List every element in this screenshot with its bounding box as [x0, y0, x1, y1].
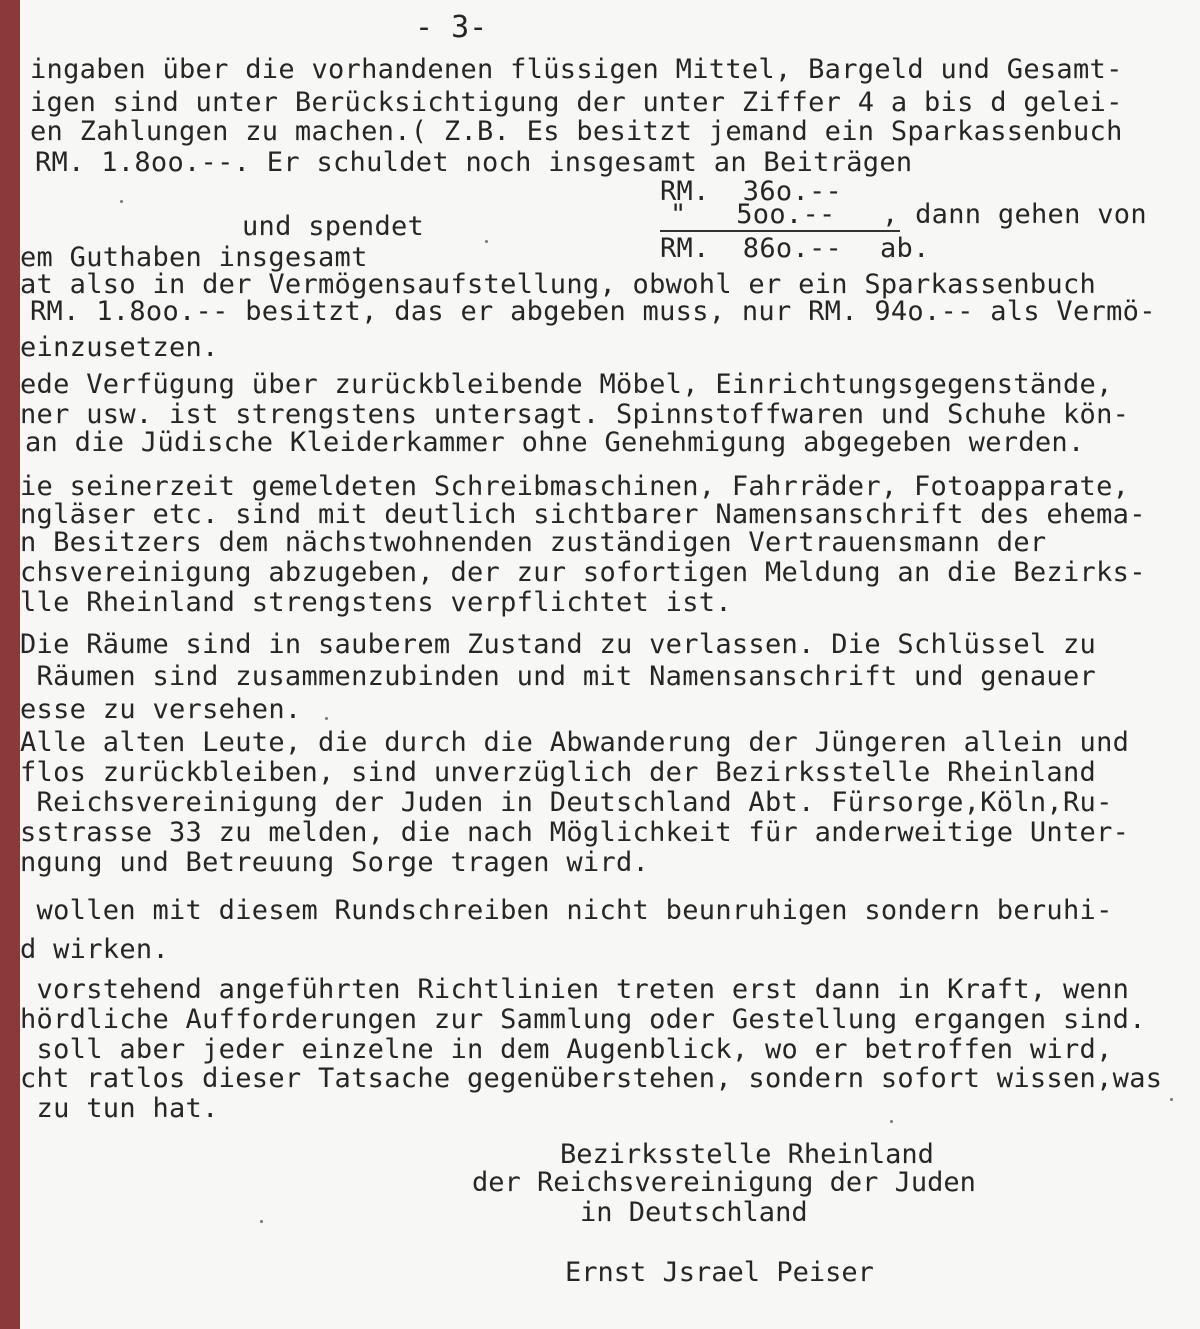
scan-speck — [890, 1120, 893, 1123]
document-page — [20, 0, 1200, 1329]
signature-line-1: Bezirksstelle Rheinland — [560, 1139, 934, 1170]
text-line: vorstehend angeführten Richtlinien treten erst dann in Kraft, wenn — [20, 974, 1130, 1005]
text-line: ede Verfügung über zurückbleibende Möbel, Einrichtungsgegenstände, — [20, 369, 1113, 400]
signature-line-3: in Deutschland — [580, 1197, 808, 1228]
text-line: lle Rheinland strengstens verpflichtet ist. — [20, 587, 732, 618]
scan-speck — [260, 1220, 263, 1223]
text-line: einzusetzen. — [20, 332, 219, 363]
scan-speck — [120, 200, 123, 203]
text-line: RM. 1.8oo.--. Er schuldet noch insgesamt an Beiträgen — [35, 147, 913, 178]
text-line: sstrasse 33 zu melden, die nach Möglichkeit für anderweitige Unter- — [20, 817, 1130, 848]
text-line: RM. 1.8oo.-- besitzt, das er abgeben muss, nur RM. 94o.-- als Vermö- — [30, 296, 1156, 327]
text-line: Reichsvereinigung der Juden in Deutschland Abt. Fürsorge,Köln,Ru- — [20, 787, 1113, 818]
text-line: soll aber jeder einzelne in dem Augenblick, wo er betroffen wird, — [20, 1034, 1113, 1065]
text-line: d wirken. — [20, 934, 169, 965]
guthaben-label: em Guthaben insgesamt — [20, 242, 368, 273]
text-line: Die Räume sind in sauberem Zustand zu verlassen. Die Schlüssel zu — [20, 629, 1097, 660]
text-line: cht ratlos dieser Tatsache gegenüberstehen, sondern sofort wissen,was — [20, 1063, 1163, 1094]
amount-suffix: , dann gehen von — [882, 199, 1147, 230]
scan-speck — [1170, 1098, 1173, 1101]
text-line: igen sind unter Berücksichtigung der unter Ziffer 4 a bis d gelei- — [30, 87, 1123, 118]
text-line: chsvereinigung abzugeben, der zur sofortigen Meldung an die Bezirks- — [20, 557, 1146, 588]
text-line: n Besitzers dem nächstwohnenden zuständigen Vertrauensmann der — [20, 527, 1047, 558]
page-number: - 3- — [415, 10, 488, 45]
signature-line-2: der Reichsvereinigung der Juden — [472, 1167, 976, 1198]
text-line: ngläser etc. sind mit deutlich sichtbarer Namensanschrift des ehema- — [20, 499, 1146, 530]
text-line: wollen mit diesem Rundschreiben nicht beunruhigen sondern beruhi- — [20, 895, 1113, 926]
text-line: Räumen sind zusammenzubinden und mit Namensanschrift und genauer — [20, 661, 1097, 692]
text-line: an die Jüdische Kleiderkammer ohne Genehmigung abgegeben werden. — [25, 427, 1085, 458]
text-line: Alle alten Leute, die durch die Abwanderung der Jüngeren allein und — [20, 727, 1130, 758]
text-line: ngung und Betreuung Sorge tragen wird. — [20, 847, 650, 878]
text-line: flos zurückbleiben, sind unverzüglich der Bezirksstelle Rheinland — [20, 757, 1097, 788]
amount-line: " 5oo.-- — [670, 199, 836, 230]
total-line: RM. 86o.-- — [660, 233, 843, 264]
amount-line: RM. 36o.-- — [660, 176, 843, 207]
total-suffix: ab. — [880, 233, 930, 264]
text-line: ingaben über die vorhandenen flüssigen Mittel, Bargeld und Gesamt- — [30, 54, 1123, 85]
text-line: ie seinerzeit gemeldeten Schreibmaschinen, Fahrräder, Fotoapparate, — [20, 471, 1130, 502]
page-edge — [0, 0, 20, 1329]
text-line: en Zahlungen zu machen.( Z.B. Es besitzt jemand ein Sparkassenbuch — [30, 116, 1123, 147]
text-line: ner usw. ist strengstens untersagt. Spinnstoffwaren und Schuhe kön- — [20, 399, 1130, 430]
text-line: hördliche Aufforderungen zur Sammlung oder Gestellung ergangen sind. — [20, 1004, 1146, 1035]
text-line: zu tun hat. — [20, 1093, 219, 1124]
text-line: esse zu versehen. — [20, 694, 302, 725]
signature-name: Ernst Jsrael Peiser — [565, 1257, 874, 1288]
scan-speck — [325, 717, 328, 720]
sum-rule — [660, 230, 900, 232]
spendet-label: und spendet — [242, 211, 425, 242]
text-line: at also in der Vermögensaufstellung, obwohl er ein Sparkassenbuch — [20, 269, 1097, 300]
scan-speck — [485, 240, 488, 243]
